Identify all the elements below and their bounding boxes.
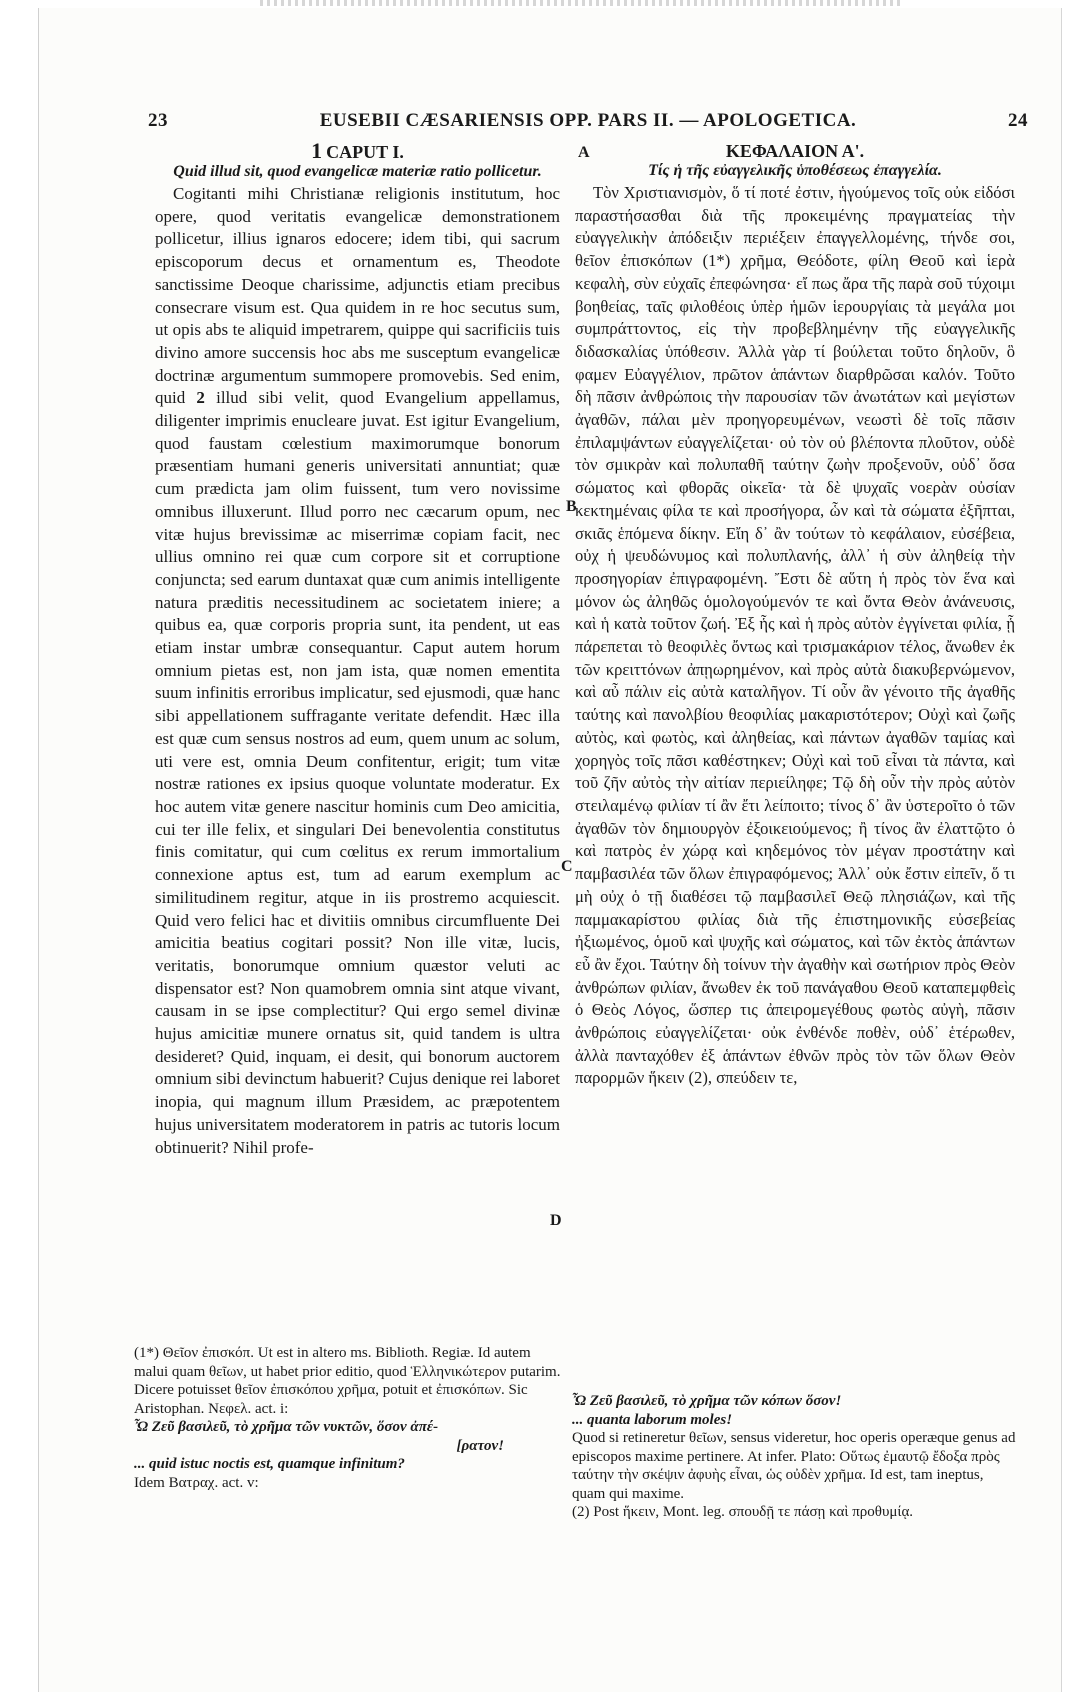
margin-letter-a: A	[578, 144, 590, 161]
footnote-quote-1: Ὦ Ζεῦ βασιλεῦ, τὸ χρῆμα τῶν νυκτῶν, ὅσον ἀπέ-	[134, 1419, 439, 1435]
latin-body	[155, 183, 560, 1159]
latin-subtitle: Quid illud sit, quod evangelicæ materiæ ratio pollicetur.	[173, 163, 542, 180]
scan-artifact	[260, 0, 900, 6]
page-number-left: 23	[148, 110, 168, 131]
latin-chapter-title: CAPUT I.	[326, 142, 404, 162]
footnotes-left	[134, 1344, 564, 1492]
greek-chapter-title: ΚΕΦΑΛΑΙΟΝ Α'.	[725, 141, 865, 161]
chapter-marker: 1	[311, 138, 323, 163]
latin-body-part1: Cogitanti mihi Christianæ religionis institutum, hoc opere, quod veritatis evangelicæ demonstrationem pollicetur, illius ignaros edocere; idem tibi, qui sacrum episcoporum decus et ornamentum es, Theodote sanctissime Deoque charissime, adjunctis etiam precibus consecrare visum est. Qua quidem in re hoc secutus sum, ut opis abs te aliquid impetrarem, quippe qui sacrificiis tuis divino amore succensis hoc abs me susceptum evangelicæ doctrinæ argumentum summopere promovebis. Sed enim, quid	[155, 184, 560, 408]
greek-column	[575, 140, 1015, 1090]
latin-body-part2: illud sibi velit, quod Evangelium appellamus, diligenter imprimis enucleare juvat. Est igitur Evangelium, quod faustam cœlestium maximorumque bonorum præsentiam humani generis universitati annuntiat; quæ cum prædicta jam olim fuissent, tum vero novissime omnibus illuxerunt. Illud porro nec cæcarum opum, nec vitæ hujus brevissimæ ac miserrimæ copiam facit, nec ullius omnino rei quæ cum corpore sit et corruptione conjuncta; sed earum duntaxat quæ cum animis intelligente natura præditis necessitudinem ac societatem iniere; a quibus ea, quæ corporis propria sunt, ita pendent, ut eas etiam instar umbræ consequantur. Caput autem horum omnium pietas est, non jam ista, quæ nomen ementita suum infinitis erroribus implicatur, sed ejusmodi, quæ hanc sibi appellationem suffragante veritate defendit. Hæc illa est quæ cum sensus nostros ad eum, quem unum ac solum, uti vere est, omnia Deum confitentur, erigit; tum vitæ nostræ rationes ex ipsius quoque voluntate moderatur. Ex hoc autem vitæ genere nascitur hominis cum Deo amicitia, cui ter ille felix, et singulari Dei benevolentia constitutus finis comitatur, qui cum cœlitus ex rerum immortalium connexione aptus est, tum ad earum exemplum ac similitudinem regitur, atque in iis prostremo acquiescit. Quid vero felici hac et divitiis omnibus circumfluente Dei amicitia beatius cogitari possit? Non ille vitæ, lucis, veritatis, bonorumque omnium quæstor veluti ac dispensator est? Non quamobrem omnia sint atque vivant, causam in se ipse complectitur? Qui ergo semel divinæ hujus amicitiæ munere ornatus sit, quid tandem is ultra desideret? Quid, inquam, ei desit, qui bonorum auctorem omnium sibi devinctum habuerit? Cujus denique rei laboret inopia, qui magnum illum Præsidem, ac præpotentem hujus universitatem moderatorem in patris ac tutoris locum obtinuerit? Nihil profe-	[155, 388, 561, 1157]
footnote-translation-2: ... quanta laborum moles!	[572, 1411, 733, 1428]
inline-marker: 2	[196, 388, 205, 408]
footnote-ref: Idem Βατραχ. act. v:	[134, 1474, 259, 1491]
latin-chapter-heading	[155, 140, 560, 163]
latin-column	[155, 140, 560, 1159]
greek-subtitle: Τίς ἡ τῆς εὐαγγελικῆς ὑποθέσεως ἐπαγγελία.	[648, 162, 942, 179]
footnotes-right	[572, 1392, 1018, 1522]
margin-letter-d: D	[550, 1212, 562, 1229]
footnote-commentary: Quod si retineretur θεῖων, sensus videretur, hoc operis operæque genus ad episcopos maxime pertinere. At infer. Plato: Οὕτως ἐμαυτῷ ἔδοξα πρὸς ταύτην τὴν σκέψιν ἀφυὴς εἶναι, ὡς οὐδὲν χρῆμα. Id est, tam ineptus, quam qui maxime.	[572, 1430, 1016, 1502]
footnote-quote-2: Ὦ Ζεῦ βασιλεῦ, τὸ χρῆμα τῶν κόπων ὅσον!	[572, 1393, 842, 1409]
margin-letter-b: B	[566, 498, 577, 515]
footnote-translation-1: ... quid istuc noctis est, quamque infinitum?	[134, 1456, 405, 1472]
page-number-right: 24	[1008, 110, 1028, 131]
footnote-2: (2) Post ἥκειν, Mont. leg. σπουδῇ τε πάσῃ καὶ προθυμίᾳ.	[572, 1504, 914, 1520]
footnote-1: (1*) Θεῖον ἐπισκόπ. Ut est in altero ms. Biblioth. Regiæ. Id autem malui quam θεῖων, ut habet prior editio, quod Ἑλληνικώτερον putarim. Dicere potuisset θεῖον ἐπισκόπου χρῆμα, potuit et ἐπισκόπων. Sic Aristophan. Νεφελ. act. i:	[134, 1345, 561, 1417]
running-title: EUSEBII CÆSARIENSIS OPP. PARS II. — APOLOGETICA.	[319, 110, 857, 131]
margin-letter-c: C	[561, 858, 573, 875]
footnote-quote-1-cont: [ρατον!	[456, 1437, 504, 1454]
greek-body: Τὸν Χριστιανισμὸν, ὅ τί ποτέ ἐστιν, ἡγούμενος τοῖς οὐκ εἰδόσι παραστήσασθαι διὰ τῆς προκειμένης πραγματείας τὴν εὐαγγελικὴν ἀπόδειξιν περιέξειν ἐπαγγελλομένης, τήνδε σοι, θεῖον ἐπισκόπων (1*) χρῆμα, Θεόδοτε, φίλη Θεοῦ καὶ ἱερὰ κεφαλὴ, σὺν εὐχαῖς ἐπεφώνησα· εἴ πως ἄρα τῆς παρὰ σοῦ τύχοιμι βοηθείας, ταῖς φιλοθέοις ὑπὲρ ἡμῶν ἱερουργίαις τὰ μεγάλα μοι συμπράττοντος, εἰς τὴν προβεβλημένην τῆς εὐαγγελικῆς διδασκαλίας ὑπόθεσιν. Ἀλλὰ γὰρ τί βούλεται τοῦτο δηλοῦν, ὃ φαμεν Εὐαγγέλιον, πρῶτον ἁπάντων διαρθρῶσαι καλόν. Τοῦτο δὴ πᾶσιν ἀνθρώποις τὴν παρουσίαν τῶν ἀνωτάτων καὶ μεγίστων ἀγαθῶν, πάλαι μὲν προηγορευμένων, νεωστὶ δὲ τοῖς πᾶσιν ἐπιλαμψάντων εὐαγγελίζεται· οὐ τὸν οὐ βλέποντα πλοῦτον, οὐδὲ τὸν σμικρὰν καὶ πολυπαθῆ ταύτην ζωὴν προξενοῦν, οὐδ᾽ ὅσα σώματος καὶ φθορᾶς οἰκεῖα· τὰ δὲ ψυχαῖς νοερὰν οὐσίαν κεκτημέναις φίλα τε καὶ προσήγορα, ὧν καὶ τὰ σώματα ἐξῆπται, σκιᾶς ἑπόμενα δίκην. Εἴη δ᾽ ἂν τούτων τὸ κεφάλαιον, εὐσέβεια, οὐχ ἡ ψευδώνυμος καὶ πολυπλανής, ἀλλ᾽ ἡ σὺν ἀληθείᾳ τὴν προσηγορίαν ἐπιγραφομένη. Ἔστι δὲ αὕτη ἡ πρὸς τὸν ἕνα καὶ μόνον ὡς ἀληθῶς ὁμολογούμενόν τε καὶ ὄντα Θεὸν ἀνάνευσις, καὶ ἡ κατὰ τοῦτον ζωή. Ἐξ ἧς καὶ ἡ πρὸς αὐτὸν ἐγγίνεται φιλία, ᾗ πάρεπεται τὸ θεοφιλὲς ὄντως καὶ τρισμακάριον τέλος, ἄνωθεν ἐκ τῶν κρειττόνων ἀπῃωρημένον, καὶ πρὸς αὐτὰ διακυβερνώμενον, καὶ αὖ πάλιν εἰς αὐτὰ καταλῆγον. Τί οὖν ἂν γένοιτο τῆς ἀγαθῆς ταύτης καὶ πανολβίου θεοφιλίας μακαριστότερον; Οὐχὶ καὶ ζωῆς αὐτὸς, καὶ φωτὸς, καὶ ἀληθείας, καὶ πάντων ἀγαθῶν ταμίας καὶ χορηγὸς τοῖς πᾶσι καθέστηκεν; Οὐχὶ καὶ τοῦ εἶναι τὰ πάντα, καὶ τοῦ ζῆν αὐτὸς τὴν αἰτίαν περιείληφε; Τῷ δὴ οὖν τὴν πρὸς αὐτὸν στειλαμένῳ φιλίαν τί ἂν ἔτι λείποιτο; τίνος δ᾽ ἂν ὑστεροῖτο ὁ τῶν ἀγαθῶν τὸν δημιουργὸν ἐξοικειούμενος; ἢ τίνος ἂν ἐλαττῷτο ὁ καὶ πατρὸς ἐν χώρᾳ καὶ κηδεμόνος τὸν μέγαν προστάτην καὶ παμβασιλέα τῶν ὅλων ἐπιγραφόμενος; Ἀλλ᾽ οὐκ ἔστιν εἰπεῖν, ὅ τι μὴ οὐχ ὁ τῇ διαθέσει τῷ παμβασιλεῖ Θεῷ πλησιάζων, καὶ τῆς παμμακαρίστου φιλίας διὰ τῆς ἐπιστημονικῆς εὐσεβείας ἠξιωμένος, ὁμοῦ καὶ ψυχῆς καὶ σώματος, καὶ τῶν ἐκτὸς ἁπάντων εὖ ἂν ἔχοι. Ταύτην δὴ τοίνυν τὴν ἀγαθὴν καὶ σωτήριον πρὸς Θεὸν ἀνθρώπων φιλίαν, ἄνωθεν ἐκ τοῦ πανάγαθου Θεοῦ καταπεμφθεὶς ὁ Θεὸς Λόγος, ὥσπερ τις ἀπειρομεγέθους φωτὸς αὐγὴ, πᾶσιν ἀνθρώποις εὐαγγελίζεται· οὐκ ἐνθένδε ποθὲν, οὐδ᾽ ἑτέρωθεν, ἀλλὰ πανταχόθεν ἐξ ἁπάντων ἐθνῶν πρὸς τὸν τῶν ὅλων Θεὸν παρορμῶν ἥκειν (2), σπεύδειν τε,	[575, 183, 1015, 1088]
running-header	[148, 110, 1028, 136]
